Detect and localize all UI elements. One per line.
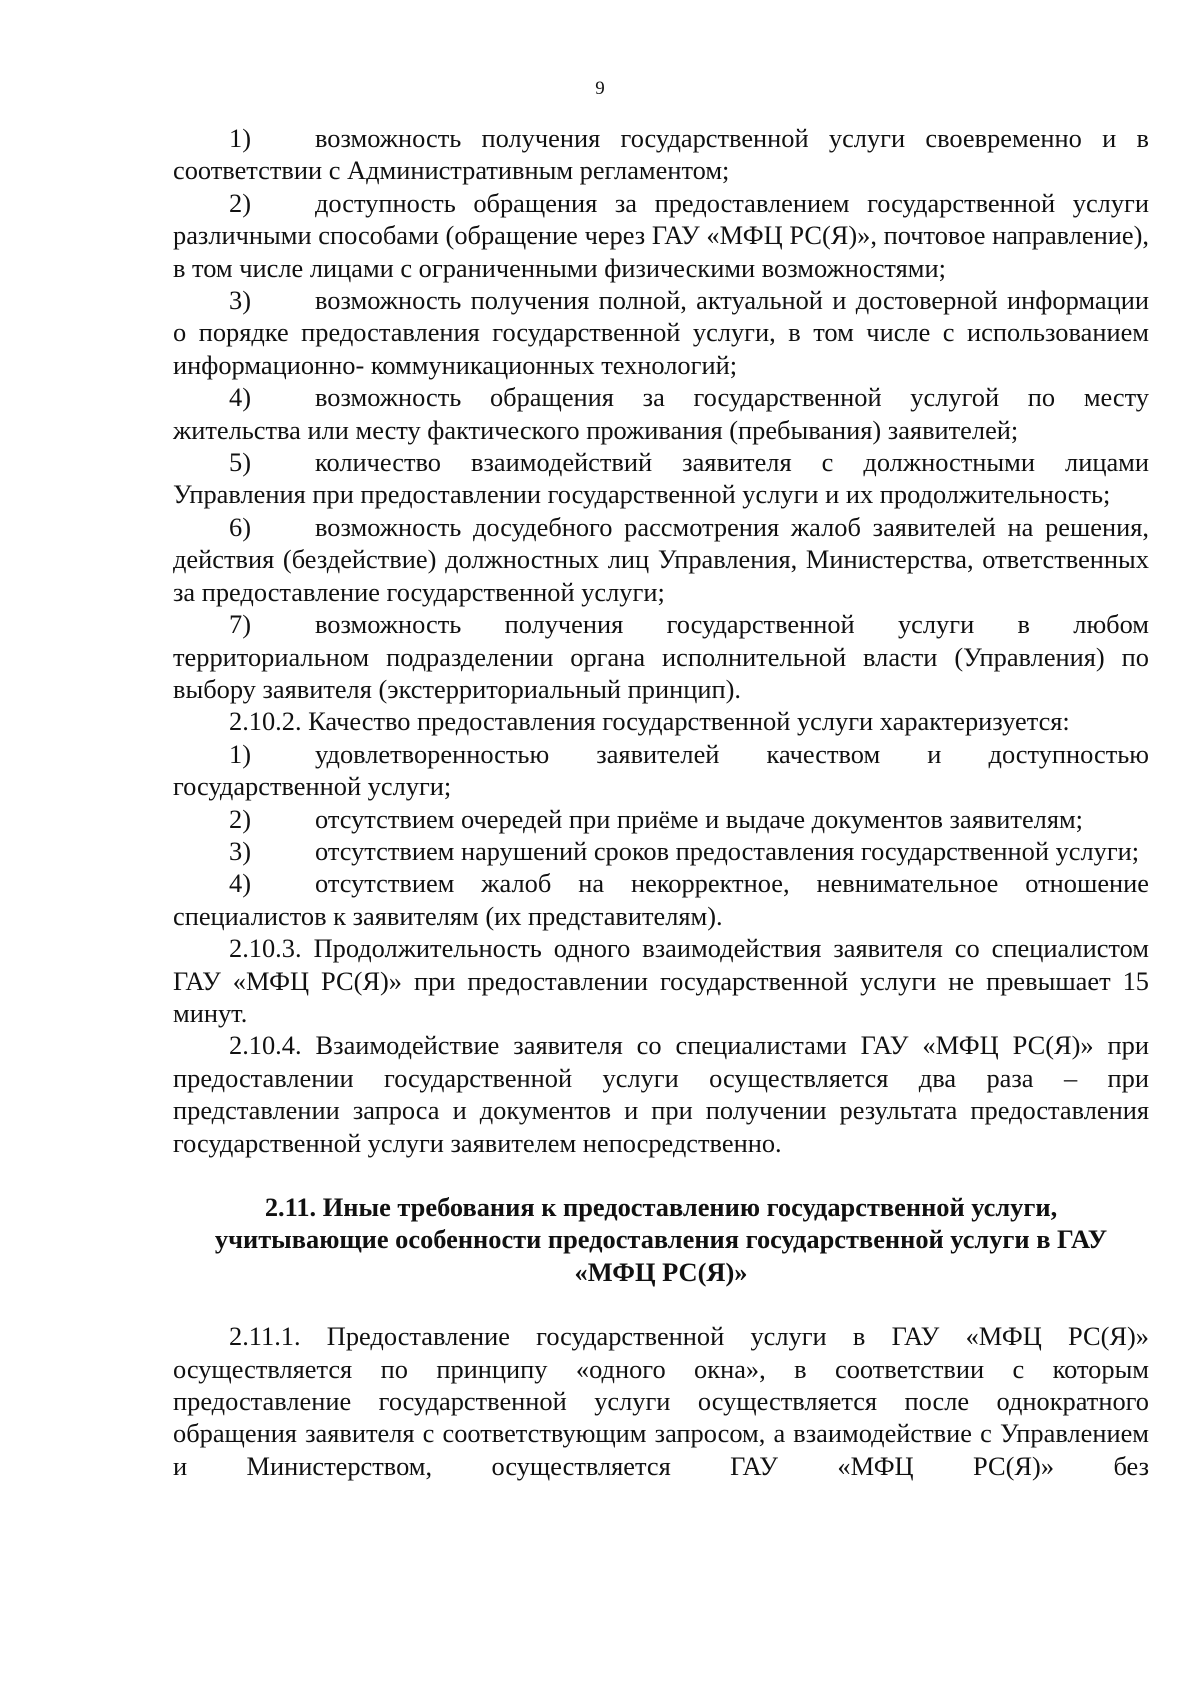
- criteria-list-availability: [173, 122, 1149, 705]
- list-item: [173, 381, 1149, 446]
- list-item-number: 6): [229, 511, 251, 542]
- list-item-text: количество взаимодействий заявителя с должностными лицами Управления при предоставлении государственной услуги и их продолжительность;: [173, 447, 1149, 510]
- list-item-text: отсутствием жалоб на некорректное, невнимательное отношение специалистов к заявителям (их представителям).: [173, 868, 1149, 931]
- list-item-text: возможность обращения за государственной услугой по месту жительства или месту фактического проживания (пребывания) заявителей;: [173, 382, 1149, 445]
- paragraph-2-11-1: 2.11.1. Предоставление государственной услуги в ГАУ «МФЦ РС(Я)» осуществляется по принципу «одного окна», в соответствии с которым предоставление государственной услуги осуществляется после однократного обращения заявителя с соответствующим запросом, а взаимодействие с Управлением и Министерством, осуществляется ГАУ «МФЦ РС(Я)» без: [173, 1321, 1149, 1481]
- list-item-number: 3): [229, 835, 251, 866]
- paragraph-2-10-3: 2.10.3. Продолжительность одного взаимодействия заявителя со специалистом ГАУ «МФЦ РС(Я)» при предоставлении государственной услуги не превышает 15 минут.: [173, 933, 1149, 1028]
- list-item-text: отсутствием нарушений сроков предоставления государственной услуги;: [315, 835, 1140, 866]
- list-item: [173, 867, 1149, 932]
- list-item-text: удовлетворенностью заявителей качеством и доступностью государственной услуги;: [173, 738, 1149, 802]
- list-item: [173, 446, 1149, 511]
- criteria-list-quality: [173, 738, 1149, 932]
- list-item-number: 4): [229, 868, 251, 899]
- list-item: [173, 608, 1149, 705]
- heading-line: учитывающие особенности предоставления государственной услуги в ГАУ: [214, 1224, 1108, 1255]
- list-item-text: возможность получения полной, актуальной и достоверной информации о порядке предоставления государственной услуги, в том числе с использованием информационно- коммуникационных технологий;: [173, 285, 1149, 380]
- section-heading-2-11: [173, 1191, 1149, 1288]
- list-item: [173, 284, 1149, 381]
- paragraph-2-10-4: 2.10.4. Взаимодействие заявителя со специалистами ГАУ «МФЦ РС(Я)» при предоставлении государственной услуги осуществляется два раза – при представлении запроса и документов и при получении результата предоставления государственной услуги заявителем непосредственно.: [173, 1030, 1149, 1158]
- list-item-text: доступность обращения за предоставлением государственной услуги различными способами (обращение через ГАУ «МФЦ РС(Я)», почтовое направление), в том числе лицами с ограниченными физическими возможностями;: [173, 187, 1149, 283]
- list-item-number: 1): [229, 738, 251, 769]
- list-item: [173, 835, 1149, 867]
- list-item-number: 3): [229, 285, 251, 316]
- list-item: [173, 738, 1149, 803]
- list-item-number: 1): [229, 123, 251, 153]
- heading-line: «МФЦ РС(Я)»: [574, 1256, 748, 1287]
- list-item-number: 4): [229, 382, 251, 413]
- list-item-text: возможность получения государственной услуги в любом территориальном подразделении органа исполнительной власти (Управления) по выбору заявителя (экстерриториальный принцип).: [173, 609, 1149, 704]
- list-item: [173, 803, 1149, 835]
- list-item-number: 2): [229, 803, 251, 834]
- document-body: [173, 122, 1149, 1482]
- list-item-text: возможность получения государственной услуги своевременно и в соответствии с Административным регламентом;: [173, 123, 1149, 186]
- list-item: [173, 122, 1149, 187]
- list-item-text: возможность досудебного рассмотрения жалоб заявителей на решения, действия (бездействие) должностных лиц Управления, Министерства, ответственных за предоставление государственной услуги;: [173, 511, 1149, 607]
- page-number: 9: [595, 78, 605, 99]
- list-item: [173, 187, 1149, 284]
- list-item-number: 7): [229, 609, 251, 640]
- list-item-text: отсутствием очередей при приёме и выдаче документов заявителям;: [315, 803, 1084, 834]
- list-item-number: 2): [229, 187, 251, 218]
- heading-line: 2.11. Иные требования к предоставлению государственной услуги,: [264, 1192, 1058, 1222]
- list-item: [173, 511, 1149, 608]
- list-item-number: 5): [229, 447, 251, 478]
- paragraph-2-10-2: 2.10.2. Качество предоставления государственной услуги характеризуется:: [229, 706, 1070, 737]
